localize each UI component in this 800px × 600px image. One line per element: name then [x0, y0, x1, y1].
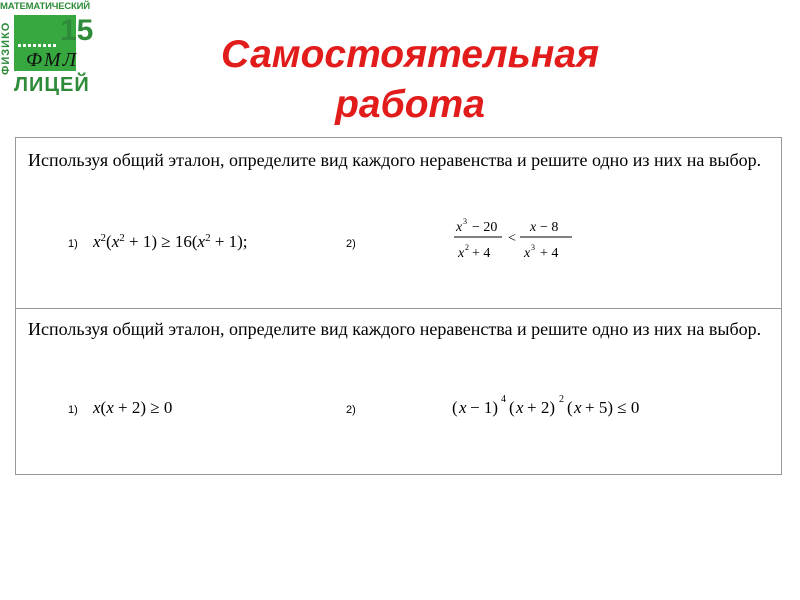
logo-side-text: ФИЗИКО — [0, 21, 12, 75]
task-instruction: Используя общий эталон, определите вид каждого неравенства и решите одно из них на выбор. — [28, 150, 762, 170]
inequality-2-formula — [452, 216, 582, 268]
logo-bottom-text: ЛИЦЕЙ — [14, 74, 90, 96]
title-line-2: работа — [335, 83, 485, 126]
svg-text:+ 5) ≤ 0: + 5) ≤ 0 — [585, 398, 640, 417]
svg-text:(: ( — [452, 398, 458, 417]
svg-text:x: x — [459, 398, 467, 417]
svg-text:x: x — [524, 246, 531, 261]
task-cell-2 — [16, 309, 781, 475]
school-logo — [0, 0, 100, 98]
svg-text:+ 4: + 4 — [472, 246, 491, 261]
svg-text:<: < — [508, 231, 516, 246]
item-number: 2) — [346, 238, 356, 250]
logo-monogram: ФМЛ — [26, 49, 79, 71]
svg-text:− 20: − 20 — [472, 220, 498, 235]
logo-dots — [18, 42, 58, 48]
inequality-1: $x^2(x^2 + 1) \ge 16(x^2 + 1)$; — [93, 232, 248, 251]
task-instruction: Используя общий эталон, определите вид каждого неравенства и решите одно из них на выбор. — [28, 319, 762, 339]
svg-text:2: 2 — [559, 394, 564, 405]
svg-text:x: x — [530, 220, 537, 235]
svg-text:x: x — [456, 220, 463, 235]
logo-number: 15 — [60, 14, 94, 47]
svg-text:x: x — [458, 246, 465, 261]
inequality-4-formula — [452, 389, 677, 421]
svg-text:(: ( — [567, 398, 573, 417]
item-number: 2) — [346, 404, 356, 416]
item-number: 1) — [68, 404, 78, 416]
svg-text:2: 2 — [465, 243, 469, 252]
task-cell-1 — [16, 138, 781, 309]
title-line-1: Самостоятельная — [220, 33, 600, 76]
svg-text:x: x — [516, 398, 524, 417]
svg-text:3: 3 — [531, 243, 535, 252]
svg-text:+ 2): + 2) — [527, 398, 555, 417]
page-title — [150, 30, 670, 130]
svg-text:3: 3 — [463, 217, 467, 226]
svg-text:4: 4 — [501, 394, 506, 405]
inequality-3: x(x + 2) ≥ 0 — [93, 398, 173, 417]
svg-text:x: x — [574, 398, 582, 417]
item-number: 1) — [68, 238, 78, 250]
svg-text:− 1): − 1) — [470, 398, 498, 417]
svg-text:+ 4: + 4 — [540, 246, 559, 261]
logo-top-text: МАТЕМАТИЧЕСКИЙ — [0, 1, 90, 12]
tasks-table — [15, 137, 782, 475]
svg-text:(: ( — [509, 398, 515, 417]
svg-text:− 8: − 8 — [540, 220, 559, 235]
